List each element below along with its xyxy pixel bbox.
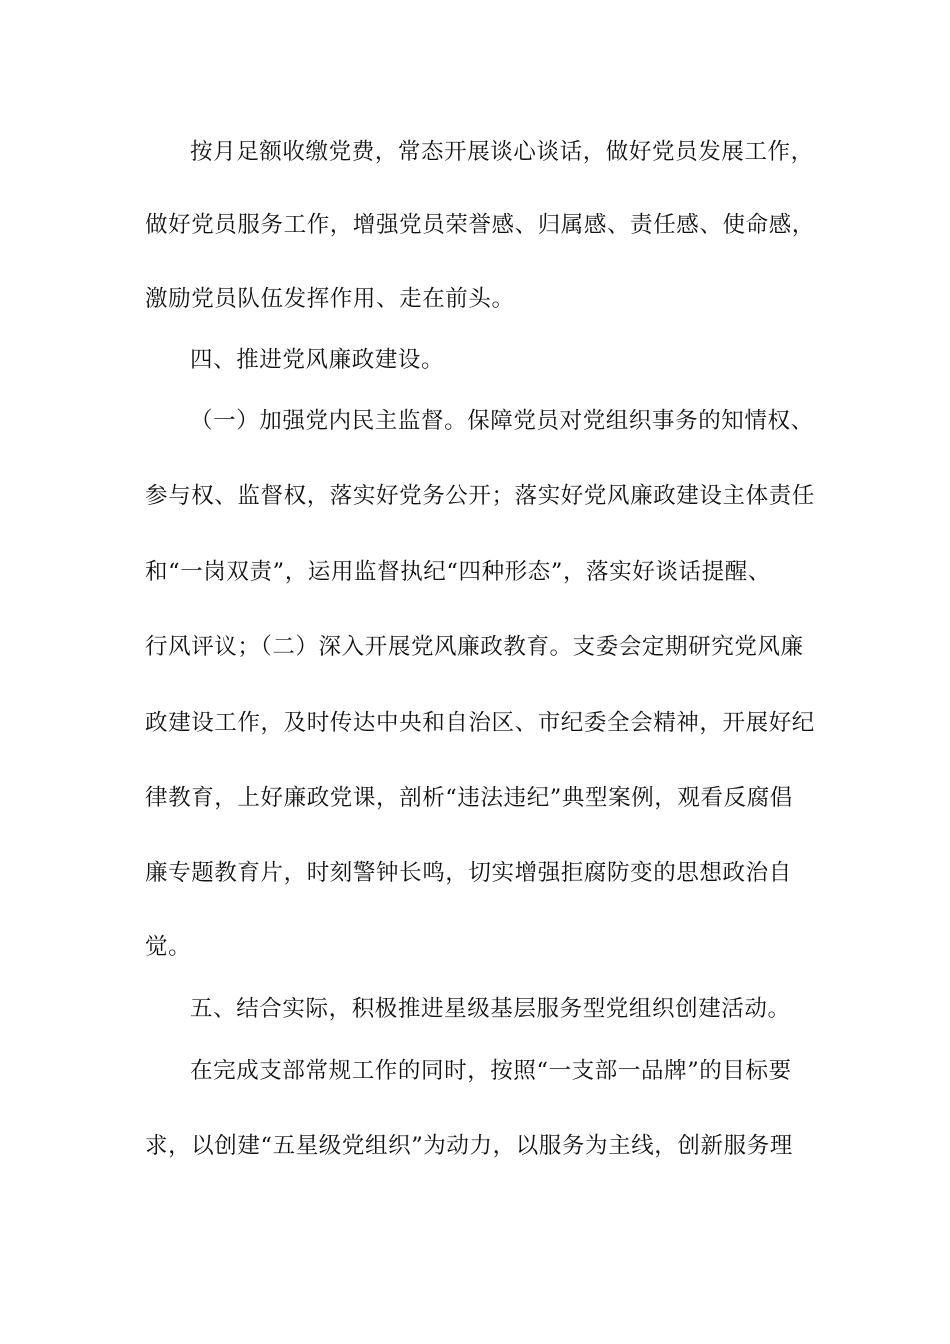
paragraph-line: 觉。 — [145, 934, 192, 960]
paragraph-line: 行风评议；（二）深入开展党风廉政教育。支委会定期研究党风廉 — [145, 634, 804, 660]
paragraph-line: 按月足额收缴党费，常态开展谈心谈话，做好党员发展工作， — [190, 139, 814, 165]
section-heading: 四、推进党风廉政建设。 — [190, 347, 445, 373]
section-heading: 五、结合实际，积极推进星级基层服务型党组织创建活动。 — [190, 996, 791, 1022]
paragraph-line: （一）加强党内民主监督。保障党员对党组织事务的知情权、 — [190, 408, 814, 434]
paragraph-line: 求，以创建“五星级党组织”为动力，以服务为主线，创新服务理 — [145, 1133, 793, 1159]
paragraph-line: 和“一岗双责”，运用监督执纪“四种形态”，落实好谈话提醒、 — [145, 559, 771, 585]
paragraph-line: 律教育，上好廉政党课，剖析“违法违纪”典型案例，观看反腐倡 — [145, 785, 793, 811]
paragraph-line: 做好党员服务工作，增强党员荣誉感、归属感、责任感、使命感， — [145, 212, 815, 238]
paragraph-line: 激励党员队伍发挥作用、走在前头。 — [145, 286, 515, 312]
paragraph-line: 廉专题教育片，时刻警钟长鸣，切实增强拒腐防变的思想政治自 — [145, 860, 792, 886]
paragraph-line: 参与权、监督权，落实好党务公开；落实好党风廉政建设主体责任 — [145, 483, 815, 509]
paragraph-line: 政建设工作，及时传达中央和自治区、市纪委全会精神，开展好纪 — [145, 710, 815, 736]
paragraph-line: 在完成支部常规工作的同时，按照“一支部一品牌”的目标要 — [190, 1058, 792, 1084]
